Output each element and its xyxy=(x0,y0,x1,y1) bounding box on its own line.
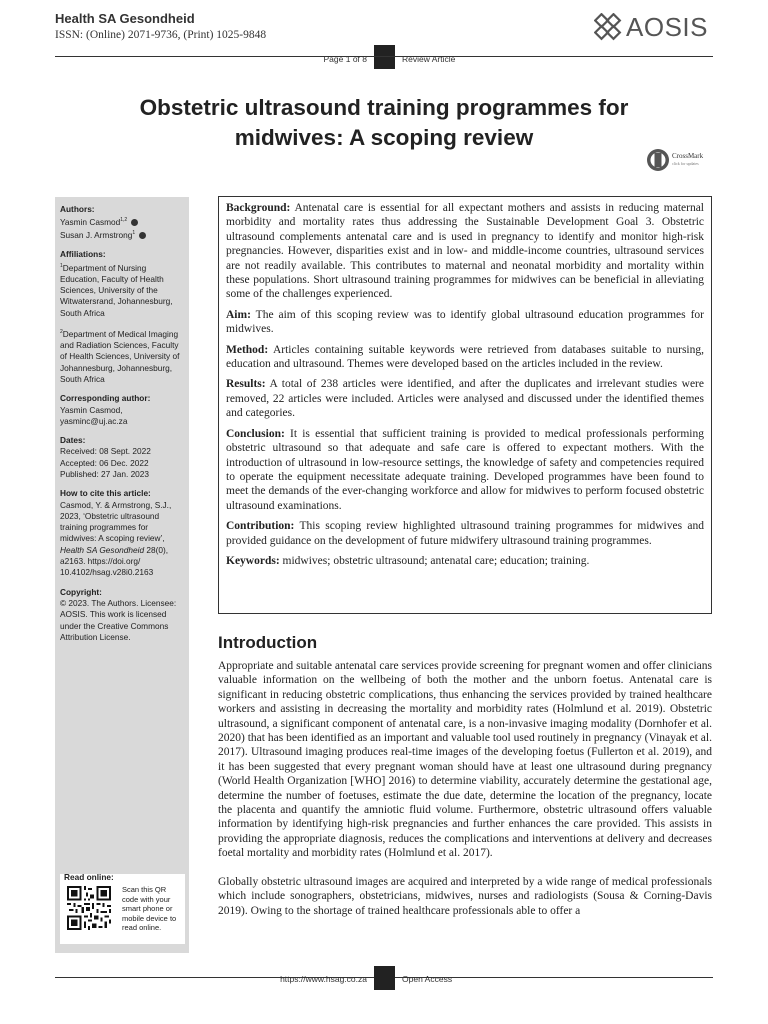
read-online-label: Read online: xyxy=(64,872,114,882)
abstract-results xyxy=(226,377,704,420)
corresponding-author-name: Yasmin Casmod, xyxy=(60,404,123,415)
orcid-icon[interactable] xyxy=(131,219,138,226)
citation-text xyxy=(60,500,185,579)
publisher-logo[interactable] xyxy=(594,12,708,42)
abstract-contribution xyxy=(226,519,704,548)
affiliation-1 xyxy=(60,261,185,319)
author-2-affiliation-sup: 1 xyxy=(132,230,136,237)
date-accepted: Accepted: 06 Dec. 2022 xyxy=(60,457,149,468)
date-published: Published: 27 Jan. 2023 xyxy=(60,469,150,479)
citation-label: How to cite this article: xyxy=(60,488,151,499)
affiliation-2 xyxy=(60,327,185,385)
abstract-method xyxy=(226,343,704,372)
copyright-text: © 2023. The Authors. Licensee: AOSIS. This work is licensed under the Creative Commons Attribution License. xyxy=(60,597,177,642)
date-received: Received: 08 Sept. 2022 xyxy=(60,446,151,457)
read-online-text: Scan this QR code with your smart phone or mobile device to read online. xyxy=(122,885,177,932)
author-2-name: Susan J. Armstrong xyxy=(60,230,133,241)
aim-label: Aim: xyxy=(226,308,251,321)
header-marker xyxy=(374,45,395,69)
citation-text-1: Casmod, Y. & Armstrong, S.J., 2023, ‘Obstetric ultrasound training programmes for midwives: A scoping review’, xyxy=(60,499,172,544)
author-1-name: Yasmin Casmod xyxy=(60,217,121,228)
contribution-label: Contribution: xyxy=(226,520,295,533)
abstract-box xyxy=(218,196,712,614)
background-label: Background: xyxy=(226,202,291,214)
corresponding-author-email[interactable]: yasminc@uj.ac.za xyxy=(60,415,128,426)
qr-code-icon[interactable] xyxy=(67,886,111,930)
crossmark-icon xyxy=(646,148,670,172)
introduction-paragraph-1: Appropriate and suitable antenatal care services provide screening for pregnant women and offer clinicians valuable information on the wellbeing of both the mother and the unborn foetus. Antenatal care is significant in reducing obstetric complications, thus enhancing the services provided by trained healthcare workers and assisting in decreasing the mortality and morbidity rates (Holmlund et al. 2019). Obstetric ultrasound, a significant component of antenatal care, is a non-invasive imaging modality (Dornhofer et al. 2020) that has been identified as an important and valuable tool used routinely in pregnancy (Vinayak et al. 2017). Ultrasound imaging produces real-time images of the developing foetus (Fullerton et al. 2019), and it has been suggested that every pregnant woman should have at least one ultrasound during pregnancy (World Health Organization [WHO] 2016) to determine viability, accurately determine the gestational age, determine the number of foetuses, estimate the due date, determine the location of the pregnancy, locate the placenta and quantify the amniotic fluid volume. Furthermore, obstetric ultrasound offers valuable information by identifying high-risk pregnancies and further enhances the care provided. This assists in providing the appropriate diagnosis, reduces the complications and interventions at delivery and decreases foetal mortality and morbidity rates (Holmlund et al. 2017). xyxy=(218,660,712,860)
method-label: Method: xyxy=(226,343,269,356)
author-1[interactable] xyxy=(60,215,185,228)
page-number: Page 1 of 8 xyxy=(323,54,367,64)
abstract-keywords xyxy=(226,554,704,568)
results-label: Results: xyxy=(226,378,266,391)
article-title: Obstetric ultrasound training programmes for midwives: A scoping review xyxy=(139,95,629,150)
citation-doi[interactable]: 28(0), a2163. https://doi.org/ 10.4102/hsag.v28i0.2163 xyxy=(60,544,169,578)
affiliation-1-text: Department of Nursing Education, Faculty of Health Sciences, University of the Witwatersrand, Johannesburg, South Africa xyxy=(60,262,173,318)
issn: ISSN: (Online) 2071-9736, (Print) 1025-9848 xyxy=(55,29,267,41)
method-text: Articles containing suitable keywords were retrieved from databases suitable to nursing, education and ultrasound. Themes were developed based on the articles included in the review. xyxy=(226,343,704,371)
dates-label: Dates: xyxy=(60,435,86,446)
keywords-text: midwives; obstetric ultrasound; antenatal care; education; training. xyxy=(282,554,590,567)
footer-url[interactable]: https://www.hsag.co.za xyxy=(280,974,367,984)
introduction-heading: Introduction xyxy=(218,633,318,652)
article-type: Review Article xyxy=(402,54,456,64)
aosis-logo-text: AOSIS xyxy=(626,11,708,42)
background-text: Antenatal care is essential for all expectant mothers and assists in reducing maternal morbidity and mortality rates thus addressing the Sustainable Development Goal 3. Obstetric ultrasound complements antenatal care and is used in pregnancy to identify and monitor high-risk pregnancies. However, disparities exist and in low- and middle-income countries, ultrasound services are not readily available. This contributes to maternal and neonatal morbidity and mortality within these populations. Short ultrasound training programmes for midwives can be beneficial in alleviating some of the challenges experienced. xyxy=(226,202,704,301)
citation-journal: Health SA Gesondheid xyxy=(60,544,145,555)
results-text: A total of 238 articles were identified, and after the duplicates and irrelevant studies were removed, 22 articles were included. Articles were analysed and discussed under the identified themes and categories. xyxy=(226,378,704,420)
crossmark-label: CrossMark xyxy=(672,152,704,160)
introduction-body xyxy=(218,659,712,932)
aosis-logo-icon xyxy=(594,13,622,41)
abstract-conclusion xyxy=(226,427,704,513)
footer-open-access: Open Access xyxy=(402,974,453,984)
aim-text: The aim of this scoping review was to identify global ultrasound education programmes for midwives. xyxy=(226,308,704,336)
footer-marker xyxy=(374,966,395,990)
crossmark-sublabel: click for updates xyxy=(672,161,699,166)
introduction-paragraph-2: Globally obstetric ultrasound images are acquired and interpreted by a wide range of medical professionals which include sonographers, obstetricians, midwives, nurses and radiologists (Sousa & Corning-Davis 2019). Owing to the shortage of trained healthcare professionals able to offer a xyxy=(218,875,712,917)
affiliations-label: Affiliations: xyxy=(60,249,106,260)
crossmark-badge[interactable] xyxy=(646,148,703,172)
orcid-icon[interactable] xyxy=(139,232,146,239)
abstract-background xyxy=(226,201,704,302)
copyright-label: Copyright: xyxy=(60,586,102,597)
affiliation-2-sup: 2 xyxy=(60,328,63,335)
abstract-aim xyxy=(226,308,704,337)
corresponding-author-label: Corresponding author: xyxy=(60,393,151,404)
contribution-text: This scoping review highlighted ultrasound training programmes for midwives and provided guidance on the development of future midwifery ultrasound training programmes. xyxy=(226,520,704,547)
author-2[interactable] xyxy=(60,228,185,241)
header-rule xyxy=(55,56,713,57)
affiliation-1-sup: 1 xyxy=(60,262,63,269)
read-online-box xyxy=(60,874,185,944)
keywords-label: Keywords: xyxy=(226,554,280,567)
author-1-affiliation-sup: 1,2 xyxy=(120,217,128,224)
authors-label: Authors: xyxy=(60,204,95,214)
conclusion-text: It is essential that sufficient training is provided to medical professionals performing obstetric ultrasound so that adequate and safe care is offered to expectant mothers. With the introduction of ultrasound in low-resource settings, the knowledge of safety and competencies required to operate the equipment necessitate adequate training. Developed programmes have been found to meet the demands of the ever-changing workforce and allow for midwives to perform focused obstetric ultrasound examinations. xyxy=(226,427,704,512)
conclusion-label: Conclusion: xyxy=(226,427,285,440)
affiliation-2-text: Department of Medical Imaging and Radiation Sciences, Faculty of Health Sciences, University of Johannesburg, Johannesburg, South Africa xyxy=(60,328,180,384)
journal-name: Health SA Gesondheid xyxy=(55,11,195,26)
article-info-sidebar xyxy=(55,197,189,953)
